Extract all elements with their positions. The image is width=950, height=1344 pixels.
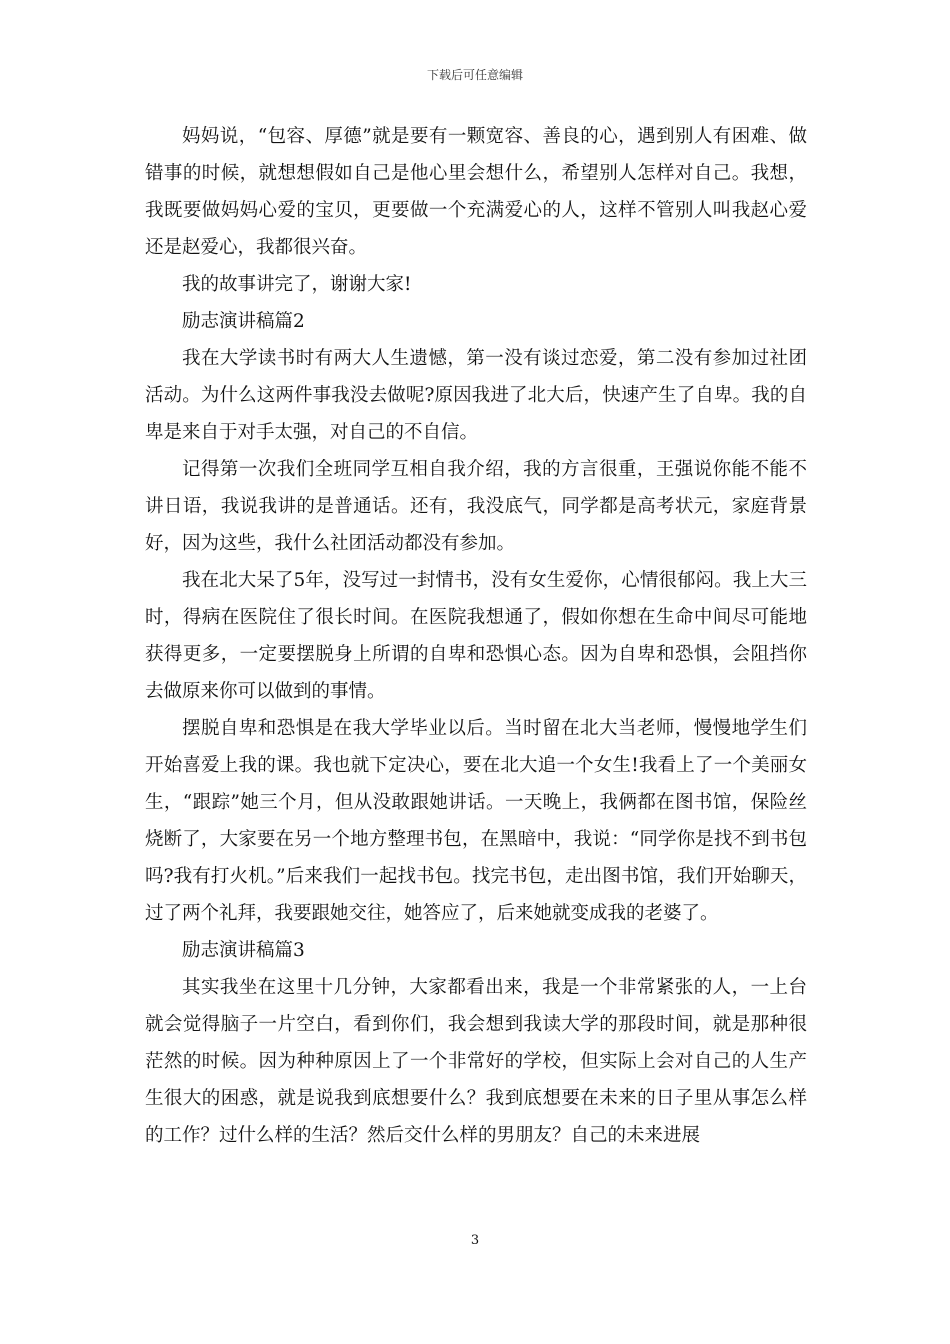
- section-heading-3: 励志演讲稿篇3: [182, 940, 305, 961]
- document-body: [145, 118, 807, 1154]
- paragraph-7: 其实我坐在这里十几分钟，大家都看出来，我是一个非常紧张的人，一上台就会觉得脑子一片空白，看到你们，我会想到我读大学的那段时间，就是那种很茫然的时候。因为种种原因上了一个非常好的学校，但实际上会对自己的人生产生很大的困惑，就是说我到底想要什么？我到底想要在未来的日子里从事怎么样的工作？过什么样的生活？然后交什么样的男朋友？自己的未来进展: [145, 977, 807, 1146]
- page-header: 下载后可任意编辑: [426, 68, 523, 82]
- paragraph-3: 我在大学读书时有两大人生遗憾，第一没有谈过恋爱，第二没有参加过社团活动。为什么这两件事我没去做呢?原因我进了北大后，快速产生了自卑。我的自卑是来自于对手太强，对自己的不自信。: [145, 348, 807, 443]
- page-number: 3: [470, 1233, 480, 1248]
- paragraph-4: 记得第一次我们全班同学互相自我介绍，我的方言很重，王强说你能不能不讲日语，我说我讲的是普通话。还有，我没底气，同学都是高考状元，家庭背景好，因为这些，我什么社团活动都没有参加。: [145, 459, 807, 554]
- section-heading-2: 励志演讲稿篇2: [182, 311, 305, 332]
- paragraph-1: 妈妈说，“包容、厚德”就是要有一颗宽容、善良的心，遇到别人有困难、做错事的时候，就想想假如自己是他心里会想什么，希望别人怎样对自己。我想，我既要做妈妈心爱的宝贝，更要做一个充满爱心的人，这样不管别人叫我赵心爱还是赵爱心，我都很兴奋。: [145, 126, 807, 258]
- paragraph-5: 我在北大呆了5年，没写过一封情书，没有女生爱你，心情很郁闷。我上大三时，得病在医院住了很长时间。在医院我想通了，假如你想在生命中间尽可能地获得更多，一定要摆脱身上所谓的自卑和恐惧心态。因为自卑和恐惧，会阻挡你去做原来你可以做到的事情。: [145, 570, 807, 702]
- paragraph-2: 我的故事讲完了，谢谢大家!: [182, 274, 412, 295]
- paragraph-6: 摆脱自卑和恐惧是在我大学毕业以后。当时留在北大当老师，慢慢地学生们开始喜爱上我的课。我也就下定决心，要在北大追一个女生!我看上了一个美丽女生，“跟踪”她三个月，但从没敢跟她讲话。一天晚上，我俩都在图书馆，保险丝烧断了，大家要在另一个地方整理书包，在黑暗中，我说：“同学你是找不到书包吗?我有打火机。”后来我们一起找书包。找完书包，走出图书馆，我们开始聊天，过了两个礼拜，我要跟她交往，她答应了，后来她就变成我的老婆了。: [145, 718, 807, 924]
